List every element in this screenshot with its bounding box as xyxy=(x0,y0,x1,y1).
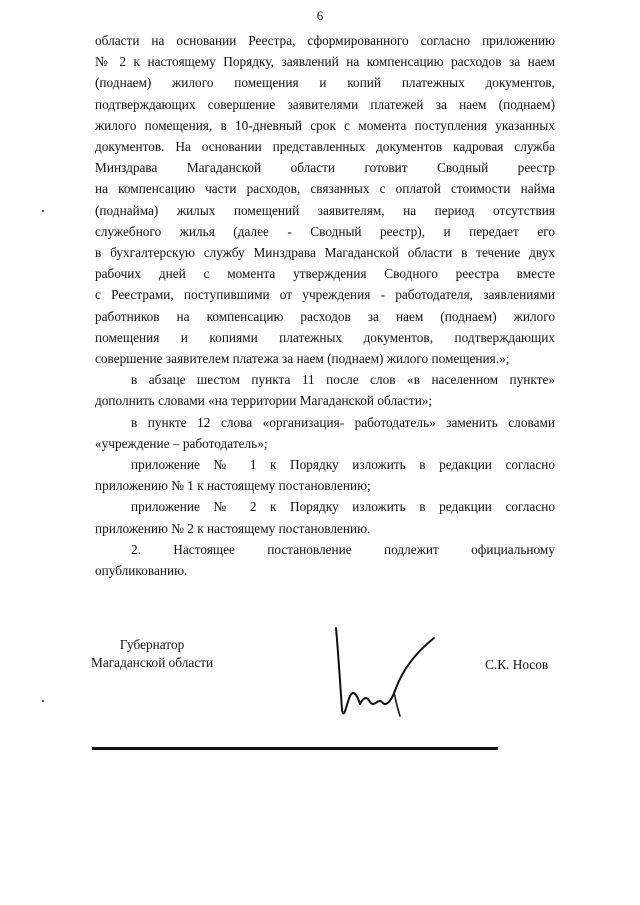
text-line: рабочих дней с момента утверждения Сводного реестра вместе xyxy=(95,266,555,282)
text-line: в бухгалтерскую службу Минздрава Магаданской области в течение двух xyxy=(95,245,555,261)
text-line: в абзаце шестом пункта 11 после слов «в населенном пункте» xyxy=(131,372,555,388)
text-line: «учреждение – работодатель»; xyxy=(95,435,268,451)
text-line: работников на компенсацию расходов за наем (поднаем) жилого xyxy=(95,308,555,324)
handwritten-signature-icon xyxy=(330,610,450,730)
divider-line xyxy=(92,747,498,750)
text-line: помещения и копиями платежных документов, подтверждающих xyxy=(95,329,555,345)
text-line: документов. На основании представленных документов кадровая служба xyxy=(95,139,555,155)
text-line: Минздрава Магаданской области готовит Сводный реестр xyxy=(95,160,555,176)
scan-speck xyxy=(42,700,44,702)
text-line: дополнить словами «на территории Магаданской области»; xyxy=(95,393,433,409)
text-line: приложению № 1 к настоящему постановлению; xyxy=(95,478,371,494)
text-line: совершение заявителем платежа за наем (поднаем) жилого помещения.»; xyxy=(95,351,510,367)
text-line: области на основании Реестра, сформированного согласно приложению xyxy=(95,33,555,48)
text-line: служебного жилья (далее - Сводный реестр), и передает его xyxy=(95,223,555,239)
text-line: 2. Настоящее постановление подлежит официальному xyxy=(131,541,555,557)
text-line: опубликованию. xyxy=(95,563,188,579)
document-body xyxy=(95,30,555,581)
signer-title xyxy=(91,636,213,672)
text-line: на компенсацию части расходов, связанных с оплатой стоимости найма xyxy=(95,181,555,197)
text-line: № 2 к настоящему Порядку, заявлений на компенсацию расходов за наем xyxy=(95,54,555,70)
text-line: (поднаем) жилого помещения и копий платежных документов, xyxy=(95,75,555,91)
text-line: приложение № 2 к Порядку изложить в редакции согласно xyxy=(131,499,555,515)
signer-title-line: Губернатор xyxy=(119,637,185,652)
text-line: приложению № 2 к настоящему постановлению. xyxy=(95,520,371,536)
signature-block xyxy=(0,600,640,740)
text-line: жилого помещения, в 10-дневный срок с момента поступления указанных xyxy=(95,117,555,133)
text-line: подтверждающих совершение заявителями платежей за наем (поднаем) xyxy=(95,96,555,112)
scan-speck xyxy=(42,210,44,212)
signer-title-line: Магаданской области xyxy=(91,655,214,670)
text-line: (поднайма) жилых помещений заявителям, на период отсутствия xyxy=(95,202,555,218)
text-line: с Реестрами, поступившими от учреждения - работодателя, заявлениями xyxy=(95,287,555,303)
page-number: 6 xyxy=(316,8,324,23)
text-line: в пункте 12 слова «организация- работодатель» заменить словами xyxy=(131,414,555,430)
signer-name: С.К. Носов xyxy=(485,657,549,672)
text-line: приложение № 1 к Порядку изложить в редакции согласно xyxy=(131,457,555,473)
